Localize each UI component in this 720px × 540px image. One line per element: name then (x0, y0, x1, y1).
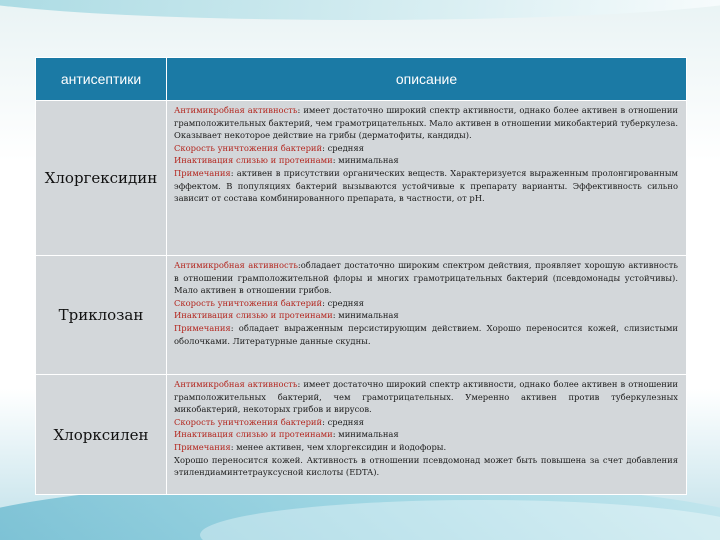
table-row (36, 256, 687, 375)
inactivation: Инактивация слизью и протеинами: минимальная (174, 155, 399, 166)
notes: Примечания: менее активен, чем хлоргексидин и йодофоры. (174, 441, 447, 452)
notes: Примечания: обладает выраженным персистирующим действием. Хорошо переносится кожей, слизистыми оболочками. Литературные данные скудны. (174, 322, 678, 346)
antiseptic-name: Хлорксилен (36, 375, 167, 495)
notes: Примечания: активен в присутствии органических веществ. Характеризуется выраженным пролонгированным эффектом. В популяциях бактерий вызываются устойчивые к препарату варианты. Эффективность сильно зависит от состава комбинированного препарата, в частности, от pH. (174, 167, 678, 204)
background-swoosh-top (0, 0, 720, 20)
inactivation: Инактивация слизью и протеинами: минимальная (174, 310, 399, 321)
antiseptic-description (167, 375, 687, 495)
antiseptics-table (35, 57, 687, 495)
kill-speed: Скорость уничтожения бактерий: средняя (174, 142, 364, 153)
antimicrobial-activity: Антимикробная активность: имеет достаточно широкий спектр активности, однако более активен в отношении грамположительных бактерий, чем грамотрицательных. Мало активен в отношении микобактерий туберкулеза. Оказывает некоторое действие на грибы (дерматофиты, кандиды). (174, 105, 679, 141)
antiseptic-name: Триклозан (36, 256, 167, 375)
antiseptic-description (167, 256, 687, 375)
table-row (36, 101, 687, 256)
additional-notes: Хорошо переносится кожей. Активность в отношении псевдомонад может быть повышена за счет добавления этилендиаминтетрауксусной кислоты (EDTA). (174, 454, 678, 478)
antimicrobial-activity: Антимикробная активность: имеет достаточно широкий спектр активности, однако более активен в отношении грамположительных бактерий, чем грамотрицательных. Умеренно активен против туберкулезных микобактерий, некоторых грибов и вирусов. (174, 379, 679, 415)
antiseptic-description (167, 101, 687, 256)
inactivation: Инактивация слизью и протеинами: минимальная (174, 429, 399, 440)
kill-speed: Скорость уничтожения бактерий: средняя (174, 416, 364, 427)
table-row (36, 375, 687, 495)
antiseptic-name: Хлоргексидин (36, 101, 167, 256)
antimicrobial-activity: Антимикробная активность:обладает достаточно широким спектром действия, проявляет хорошую активность в отношении грамположительной флоры и многих грамотрицательных бактерий (псевдомонады устойчивы). Мало активен в отношении грибов. (174, 260, 678, 296)
header-antiseptics: антисептики (36, 58, 167, 101)
header-description: описание (167, 58, 687, 101)
kill-speed: Скорость уничтожения бактерий: средняя (174, 297, 364, 308)
